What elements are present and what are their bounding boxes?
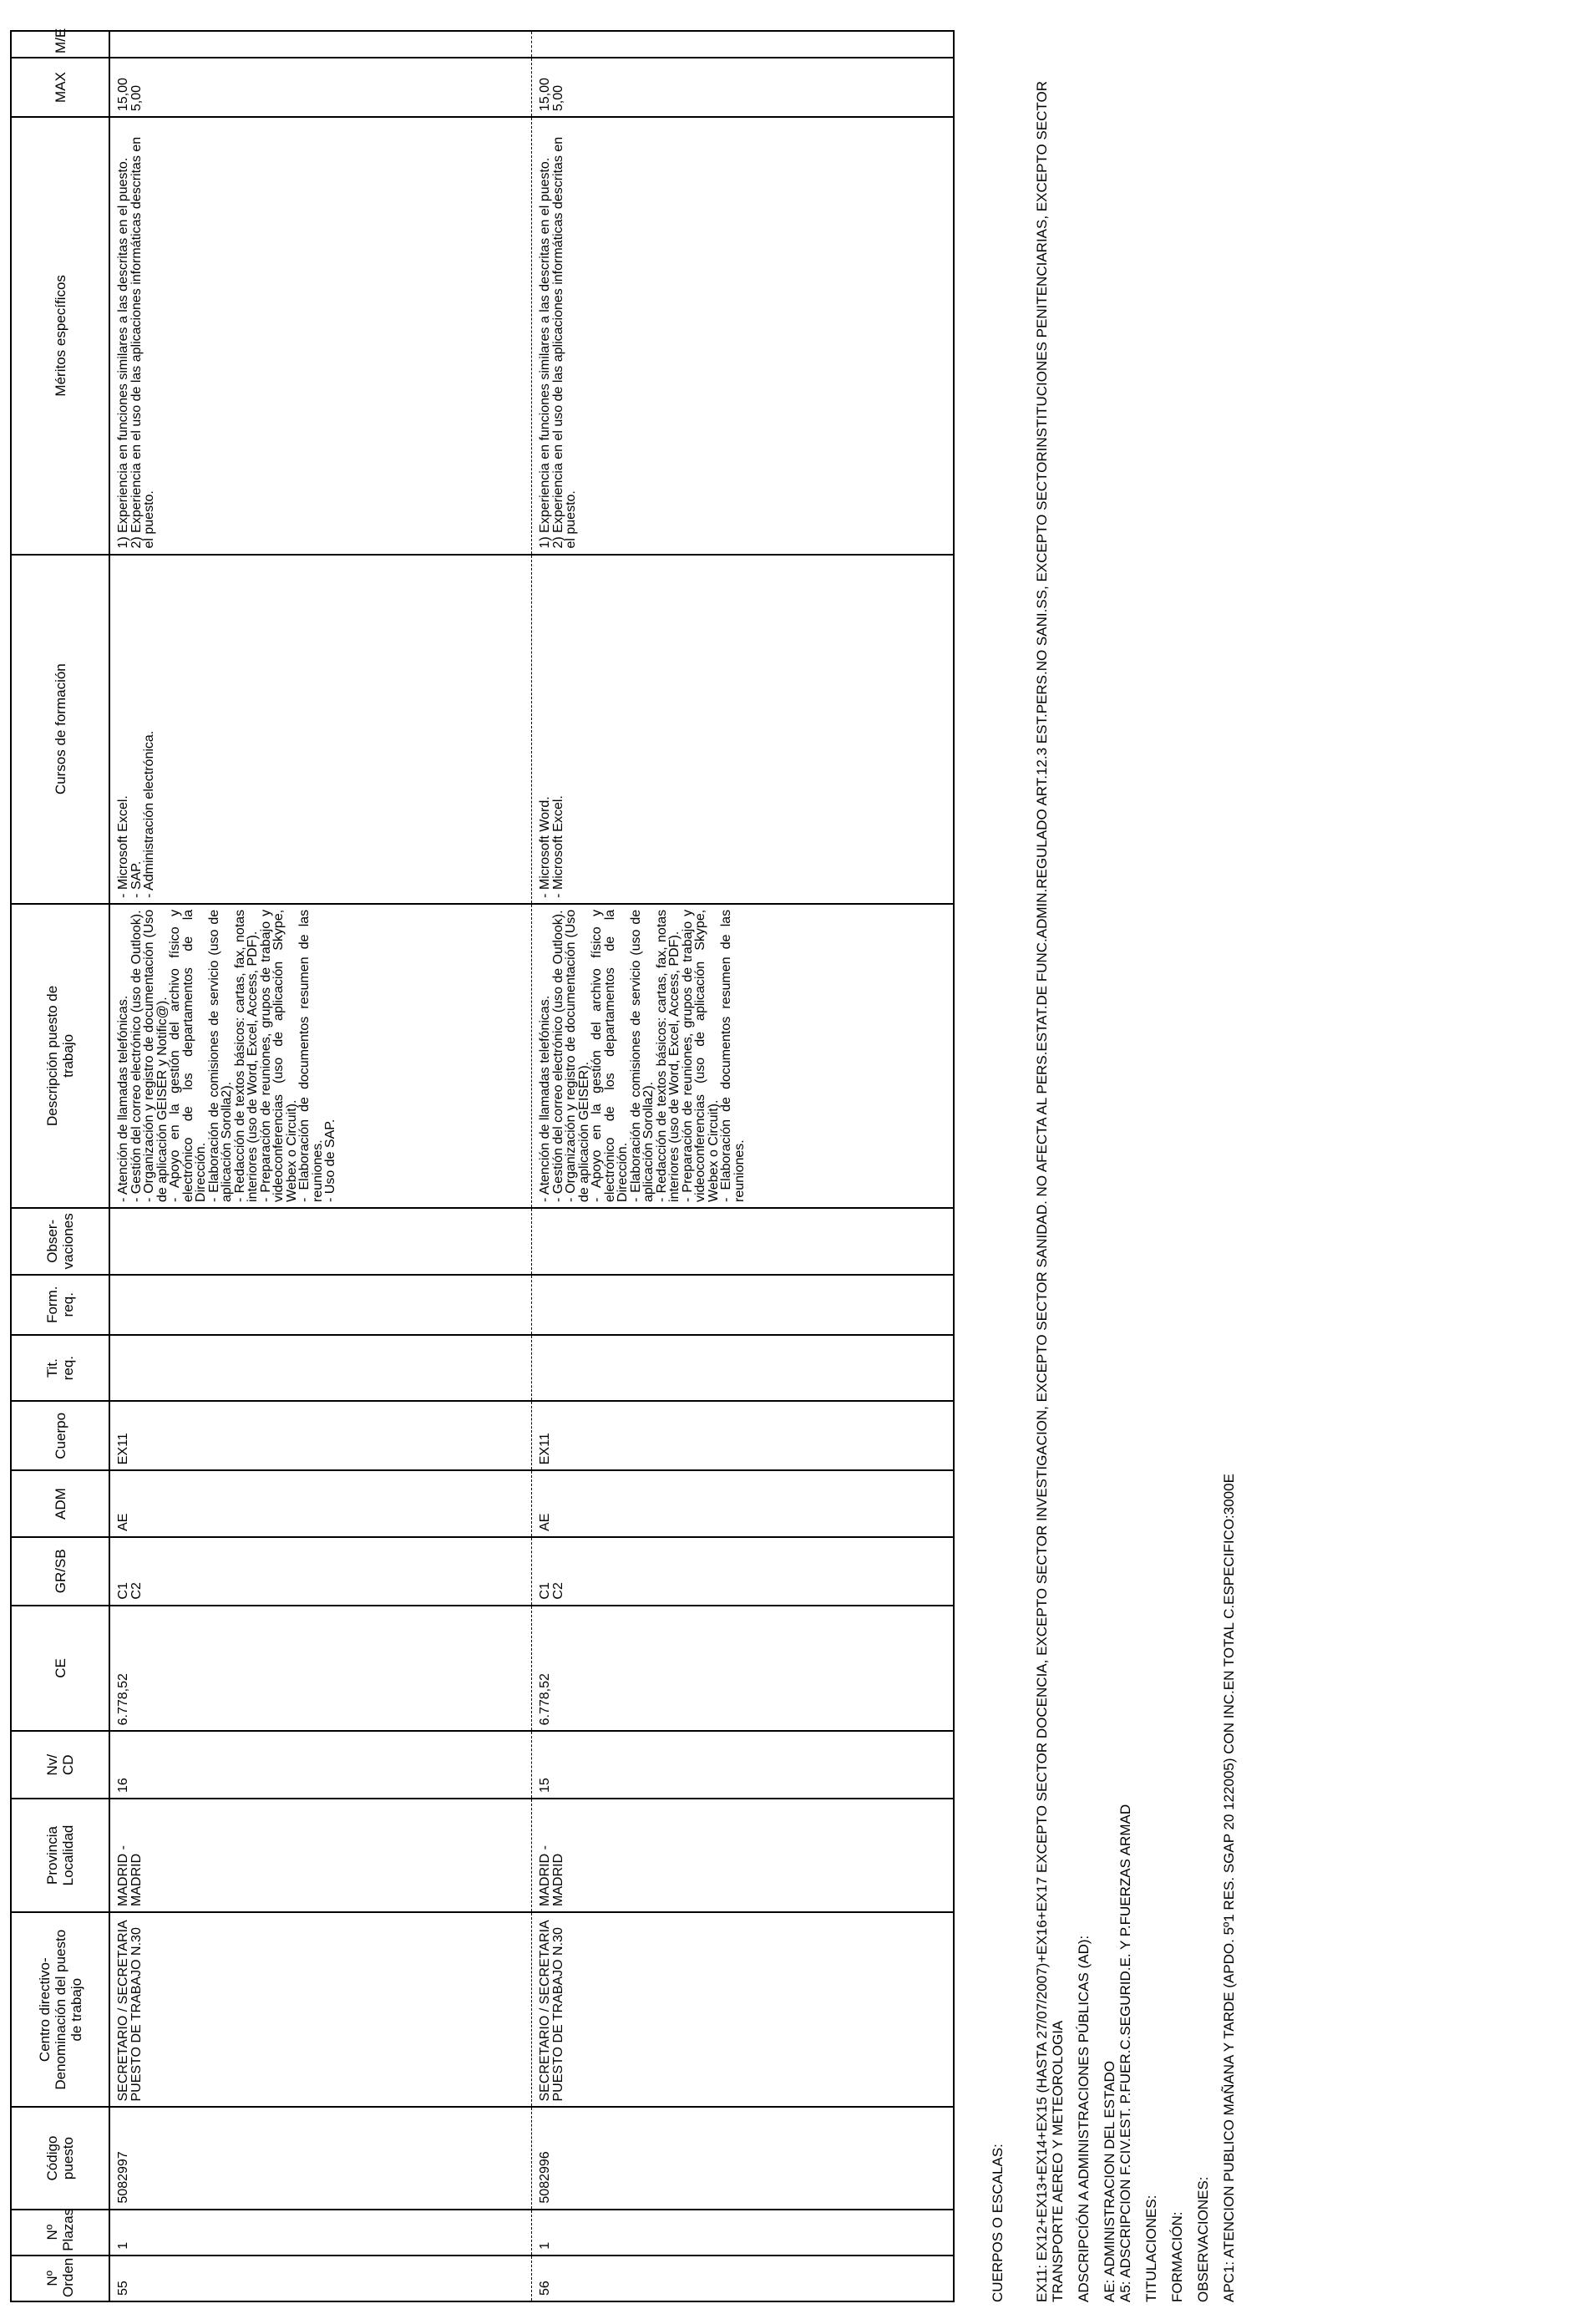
cell-adm: AE (532, 1470, 955, 1537)
cell-cursos: - Microsoft Word. - Microsoft Excel. (532, 555, 955, 904)
cell-me (532, 31, 955, 58)
cell-titulacion (109, 1335, 532, 1402)
adscripcion-title: ADSCRIPCIÓN A ADMINISTRACIONES PÚBLICAS (AD): (1076, 1935, 1092, 2302)
cell-descripcion: - Atención de llamadas telefónicas. - Gestión del correo electrónico (uso de Outlook). - Organización y registro de documentación (Uso de aplicación GEISER). - Apoyo en la gestión del archivo físico y electrónico de los departamentos de la Dirección. - Elaboración de comisiones de servicio (uso de aplicación Sorolla2). - Redacción de textos básicos: cartas, fax, notas interiores (uso de Word, Excel, Access, PDF). - Preparación de reuniones, grupos de trabajo y videoconferencias (uso de aplicación Skype, Webex o Circuit). - Elaboración de documentos resumen de las reuniones. (532, 904, 955, 1208)
cell-descripcion: - Atención de llamadas telefónicas. - Gestión del correo electrónico (uso de Outlook). - Organización y registro de documentación (Uso de aplicación GEISER y Notific@). - Apoyo en la gestión del archivo físico y electrónico de los departamentos de la Dirección. - Elaboración de comisiones de servicio (uso de aplicación Sorolla2). - Redacción de textos básicos: cartas, fax, notas interiores (uso de Word, Excel, Access, PDF). - Preparación de reuniones, grupos de trabajo y videoconferencias (uso de aplicación Skype, Webex o Circuit). - Elaboración de documentos resumen de las reuniones. - Uso de SAP. (109, 904, 532, 1208)
cell-centro: SECRETARIO / SECRETARIA PUESTO DE TRABAJO N.30 (532, 1912, 955, 2108)
header-orden: Nº Orden (11, 2256, 109, 2301)
cell-ce: 6.778,52 (532, 1606, 955, 1732)
header-max: MAX (11, 58, 109, 117)
cell-max: 15,00 5,00 (109, 58, 532, 117)
cell-grupo: C1 C2 (109, 1537, 532, 1606)
cell-nivel: 15 (532, 1731, 955, 1799)
puestos-table (10, 30, 955, 2302)
header-grupo: GR/SB (11, 1537, 109, 1606)
ae-text: AE: ADMINISTRACION DEL ESTADO (1102, 2060, 1117, 2302)
header-titulacion: Tit. req. (11, 1335, 109, 1402)
cell-cuerpo: EX11 (109, 1401, 532, 1470)
cell-observaciones (532, 1208, 955, 1275)
cell-formacion (109, 1275, 532, 1335)
header-nivel: Nv/ CD (11, 1731, 109, 1799)
table-row (532, 31, 955, 2301)
cell-me (109, 31, 532, 58)
apc1-text: APC1: ATENCION PUBLICO MAÑANA Y TARDE (APDO. 5º1 RES. SGAP 20 122005) CON INC.EN TOTAL C.ESPECIFICO:3000E (1221, 1474, 1237, 2302)
cell-orden: 55 (109, 2256, 532, 2301)
cell-adm: AE (109, 1470, 532, 1537)
header-formacion: Form. req. (11, 1275, 109, 1335)
cuerpos-title: CUERPOS O ESCALAS: (990, 2144, 1006, 2302)
cell-provincia: MADRID - MADRID (532, 1799, 955, 1912)
cell-codigo: 5082997 (109, 2108, 532, 2210)
cell-cursos: - Microsoft Excel. - SAP. - Administración electrónica. (109, 555, 532, 904)
header-plazas: Nº Plazas (11, 2210, 109, 2256)
table-row (109, 31, 532, 2301)
cuerpos-text: EX11: EX12+EX13+EX14+EX15 (HASTA 27/07/2007)+EX16+EX17 EXCEPTO SECTOR DOCENCIA, EXCEPTO SECTOR INVESTIGACION, EXCEPTO SECTOR SANIDAD. NO AFECTA AL PERS.ESTAT.DE FUNC.ADMIN.REGULADO ART.12.3 EST.PERS.NO SANI.SS, EXCEPTO SECTORINSTITUCIONES PENITENCIARIAS, EXCEPTO SECTOR TRANSPORTE AEREO Y METEOROLOGIA (1034, 81, 1066, 2302)
cell-orden: 56 (532, 2256, 955, 2301)
notes-section (990, 47, 1237, 2302)
header-cursos: Cursos de formación (11, 555, 109, 904)
cell-plazas: 1 (532, 2210, 955, 2256)
cell-provincia: MADRID - MADRID (109, 1799, 532, 1912)
cell-codigo: 5082996 (532, 2108, 955, 2210)
header-codigo: Código puesto (11, 2108, 109, 2210)
header-descripcion: Descripción puesto de trabajo (11, 904, 109, 1208)
cell-cuerpo: EX11 (532, 1401, 955, 1470)
header-centro: Centro directivo- Denominación del puesto de trabajo (11, 1912, 109, 2108)
cell-plazas: 1 (109, 2210, 532, 2256)
cell-meritos: 1) Experiencia en funciones similares a las descritas en el puesto. 2) Experiencia en el uso de las aplicaciones informáticas descritas en el puesto. (109, 117, 532, 554)
a5-text: A5: ADSCRIPCION F.CIV.EST. P.FUER.C.SEGURID.E. Y P.FUERZAS ARMAD (1117, 1804, 1133, 2302)
header-cuerpo: Cuerpo (11, 1401, 109, 1470)
header-meritos: Méritos específicos (11, 117, 109, 554)
header-provincia: Provincia Localidad (11, 1799, 109, 1912)
cell-grupo: C1 C2 (532, 1537, 955, 1606)
cell-centro: SECRETARIO / SECRETARIA PUESTO DE TRABAJO N.30 (109, 1912, 532, 2108)
table-header (11, 28, 109, 2301)
header-me: M/E (11, 31, 109, 58)
observaciones-title: OBSERVACIONES: (1195, 2176, 1211, 2302)
cell-max: 15,00 5,00 (532, 58, 955, 117)
cell-nivel: 16 (109, 1731, 532, 1799)
formacion-title: FORMACIÓN: (1169, 2211, 1185, 2302)
header-adm: ADM (11, 1470, 109, 1537)
header-observaciones: Obser- vaciones (11, 1208, 109, 1275)
cell-formacion (532, 1275, 955, 1335)
titulaciones-title: TITULACIONES: (1143, 2195, 1159, 2302)
cell-titulacion (532, 1335, 955, 1402)
cell-meritos: 1) Experiencia en funciones similares a las descritas en el puesto. 2) Experiencia en el uso de las aplicaciones informáticas descritas en el puesto. (532, 117, 955, 554)
header-ce: CE (11, 1606, 109, 1732)
cell-ce: 6.778,52 (109, 1606, 532, 1732)
cell-observaciones (109, 1208, 532, 1275)
